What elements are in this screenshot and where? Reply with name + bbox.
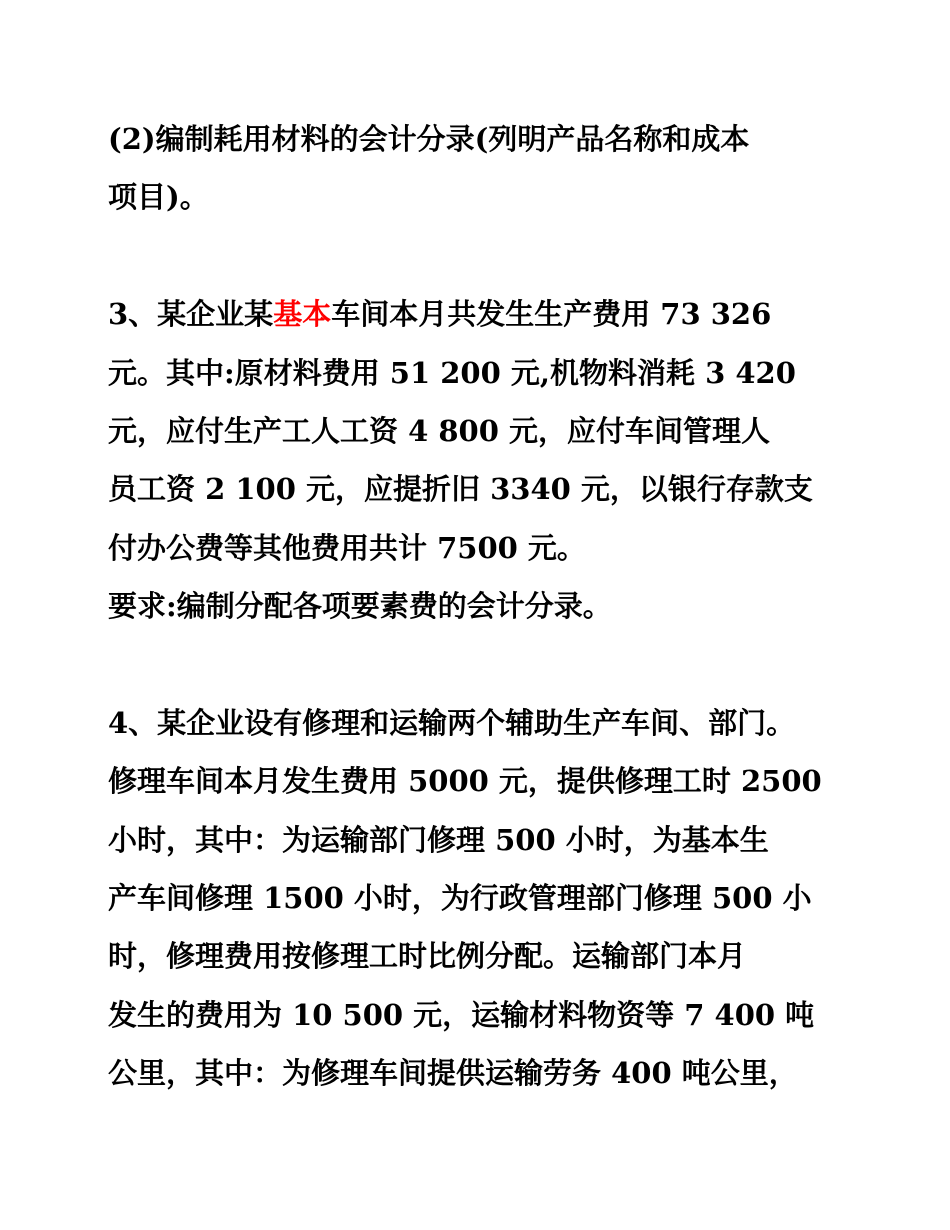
requirement-line: 要求:编制分配各项要素费的会计分录。 bbox=[108, 589, 612, 624]
document-page bbox=[108, 110, 908, 1103]
highlighted-text: 基本 bbox=[273, 297, 332, 332]
text-line: 修理车间本月发生费用 5000 元，提供修理工时 2500 bbox=[108, 764, 822, 799]
paragraph-gap bbox=[108, 636, 908, 694]
text-line: 4、某企业设有修理和运输两个辅助生产车间、部门。 bbox=[108, 705, 796, 740]
text-segment: 车间本月共发生生产费用 73 326 bbox=[331, 297, 772, 332]
text-line: 公里，其中：为修理车间提供运输劳务 400 吨公里， bbox=[108, 1056, 798, 1091]
text-line bbox=[108, 285, 908, 343]
paragraph-requirement-2 bbox=[108, 110, 908, 227]
text-line: 时，修理费用按修理工时比例分配。运输部门本月 bbox=[108, 939, 747, 974]
text-line: 产车间修理 1500 小时，为行政管理部门修理 500 小 bbox=[108, 881, 812, 916]
paragraph-question-4 bbox=[108, 694, 908, 1103]
text-line: 项目)。 bbox=[108, 180, 209, 215]
text-line: 元。其中:原材料费用 51 200 元,机物料消耗 3 420 bbox=[108, 355, 796, 390]
text-line: 发生的费用为 10 500 元，运输材料物资等 7 400 吨 bbox=[108, 997, 815, 1032]
text-line: (2)编制耗用材料的会计分录(列明产品名称和成本 bbox=[108, 122, 750, 156]
text-line: 元，应付生产工人工资 4 800 元，应付车间管理人 bbox=[108, 413, 771, 448]
text-line: 付办公费等其他费用共计 7500 元。 bbox=[108, 530, 586, 565]
paragraph-gap bbox=[108, 227, 908, 285]
text-line: 小时，其中：为运输部门修理 500 小时，为基本生 bbox=[108, 822, 769, 857]
text-segment: 3、某企业某 bbox=[108, 297, 274, 332]
paragraph-question-3 bbox=[108, 285, 908, 635]
text-line: 员工资 2 100 元，应提折旧 3340 元，以银行存款支 bbox=[108, 472, 813, 507]
